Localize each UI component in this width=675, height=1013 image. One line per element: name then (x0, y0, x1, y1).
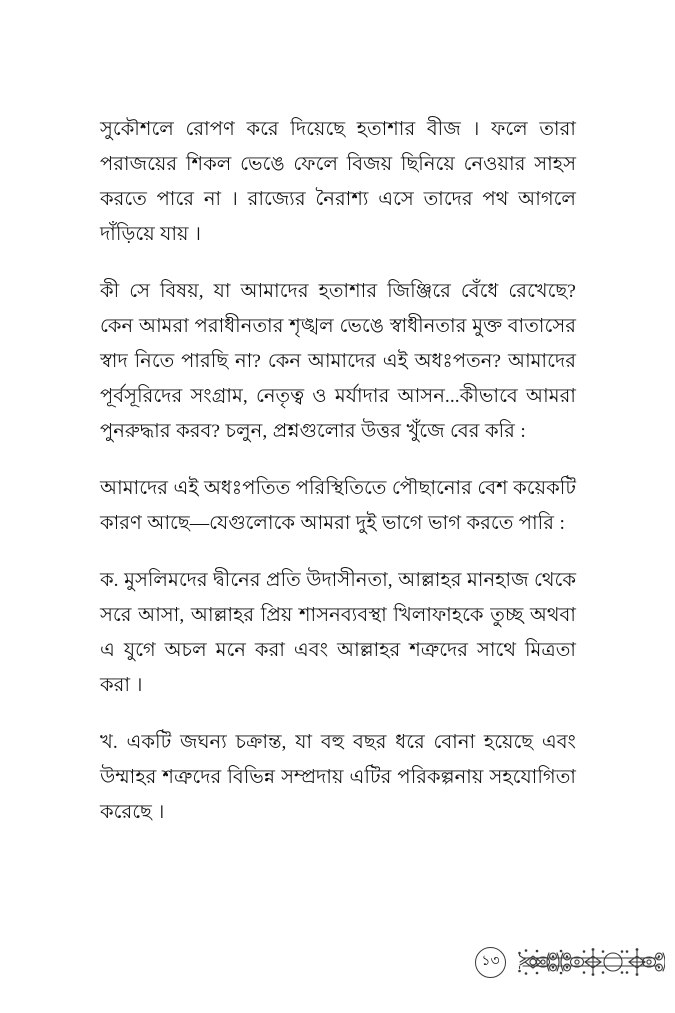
paragraph-3: আমাদের এই অধঃপতিত পরিস্থিতিতে পৌছানোর বেশ কয়েকটি কারণ আছে—যেগুলোকে আমরা দুই ভাগে ভাগ করতে পারি : (100, 478, 576, 534)
body-text-column (100, 112, 576, 830)
paragraph-4-point-ka: ক. মুসলিমদের দ্বীনের প্রতি উদাসীনতা, আল্লাহর মানহাজ থেকে সরে আসা, আল্লাহর প্রিয় শাসনব্যবস্থা খিলাফাহকে তুচ্ছ অথবা এ যুগে অচল মনে করা এবং আল্লাহর শত্রুদের সাথে মিত্রতা করা । (100, 570, 576, 696)
paragraph-5-point-kha: খ. একটি জঘন্য চক্রান্ত, যা বহু বছর ধরে বোনা হয়েছে এবং উম্মাহর শত্রুদের বিভিন্ন সম্প্রদায় এটির পরিকল্পনায় সহযোগিতা করেছে । (100, 732, 576, 823)
paragraph-1: সুকৌশলে রোপণ করে দিয়েছে হতাশার বীজ । ফলে তারা পরাজয়ের শিকল ভেঙে ফেলে বিজয় ছিনিয়ে নেওয়ার সাহস করতে পারে না । রাজ্যের নৈরাশ্য এসে তাদের পথ আগলে দাঁড়িয়ে যায় । (100, 119, 576, 245)
page-number-badge: ১৩ (475, 947, 506, 978)
folio-group (475, 945, 665, 979)
page-footer (0, 913, 675, 983)
paragraph-2: কী সে বিষয়, যা আমাদের হতাশার জিঞ্জিরে বেঁধে রেখেছে? কেন আমরা পরাধীনতার শৃঙ্খল ভেঙে স্বাধীনতার মুক্ত বাতাসের স্বাদ নিতে পারছি না? কেন আমাদের এই অধঃপতন? আমাদের পূর্বসূরিদের সংগ্রাম, নেতৃত্ব ও মর্যাদার আসন...কীভাবে আমরা পুনরুদ্ধার করব? চলুন, প্রশ্নগুলোর উত্তর খুঁজে বের করি : (100, 281, 576, 442)
arabesque-ornament-band-icon (517, 945, 665, 979)
